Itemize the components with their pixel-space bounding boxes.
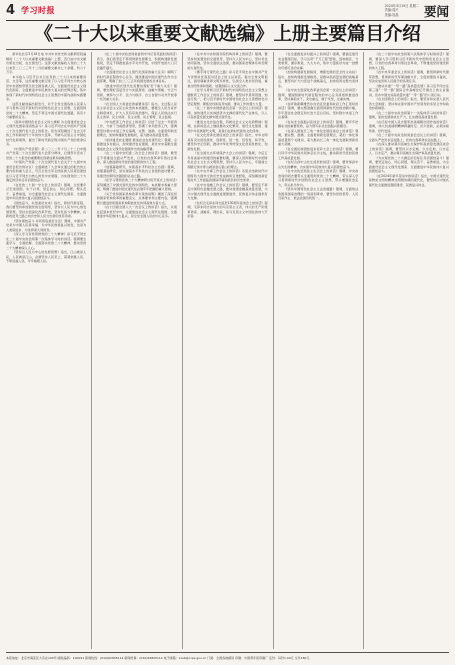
article-paragraph: 《在庆祝中国人民志愿军抗美援朝出国作战的讲话》强调，伟大抗美援朝精神跨越时空、历久弥新，必须永续传承、世代发扬。 <box>368 119 449 133</box>
article-paragraph: 《在深入推进长三角一体化发展座谈会上的讲话》强调，要完整、准确、全面贯彻新发展理念，紧扣一体化和高质量两个关键词，着力推动长三角一体化发展取得新的重大突破。 <box>278 128 359 146</box>
article-paragraph: 《在中央全面深化改革委员会第一次会议上的讲话》强调，要围绕新时代新征程党的中心任务谋划和推进改革，坚持真抓实干，突出重点，敢于攻坚，注重实效。 <box>278 88 359 101</box>
article-paragraph: 《高举中国特色社会主义伟大旗帜 为全面建设社会主义现代化国家而团结奋斗》是习近平同志在中国共产党第二十次全国代表大会上的报告。报告深刻阐述了过去五年的工作和新时代十年的伟大变革，开辟马克思主义中国化时代化新境界，提出了新时代新征程中国共产党的使命任务。 <box>6 119 87 146</box>
article-paragraph: 《推动共建“一带一路”高质量发展》是习近平同志在第三届“一带一路”国际合作高峰论坛开幕式上的主旨演讲，宣布中国支持高质量共建“一带一路”的八项行动。 <box>368 83 449 97</box>
article-paragraph: 《在中共中央和国务院机构改革上的讲话》强调，要坚持和加强党的全面领导，坚持以人民为中心，坚持优化协同高效，坚持全面依法治国，推动国家治理体系和治理能力现代化。 <box>187 52 268 70</box>
article-paragraph: 这部文献选编出版发行，对于全党全国各族人民深入学习贯彻习近平新时代中国特色社会主义思想，全面贯彻党的二十大精神，坚定不移走中国式现代化道路，具有十分重要的意义。 <box>6 101 87 119</box>
article-paragraph: 《坚持中国特色社会主义法治道路》强调，全面依法治国是国家治理的一场深刻革命，要坚持党的领导、人民当家作主、依法治国有机统一。 <box>278 187 359 200</box>
article-paragraph: 《中国共产党第二十次全国代表大会关于十九届中央委员会报告的决议》全面阐述了大会审议通过的报告的主要内容和重大意义，号召全党全军全国各族人民紧密团结在以习近平同志为核心的党中央周围，为实现党的二十大确定的目标任务而团结奋斗。 <box>6 160 87 182</box>
article-paragraph: 《在二十届中央政治局常委同中外记者见面时的讲话》表示，我们将坚定不移贯彻新发展理念，积极构建新发展格局，坚定不移推进高水平对外开放，中国开放的大门只会越开越大。 <box>96 52 177 70</box>
article-paragraph: 《坚持团结奋斗 共同创造美好生活》强调，中国共产党是为中国人民谋幸福、为中华民族谋复兴的党，也是为人类谋进步、为世界谋大同的党。 <box>6 218 87 232</box>
footer-rule <box>6 652 449 653</box>
header-rule <box>6 20 449 21</box>
article-paragraph: 《为实现党的二十大确定的目标任务而团结奋斗》强调，要坚定信心、同心同德，埋头苦干、奋勇前进，为全面建设社会主义现代化国家、全面推进中华民族伟大复兴而团结奋斗。 <box>368 155 449 173</box>
article-paragraph: 《在全国两会上的讲话》指出，要坚持和完善人民代表大会制度，坚持和完善中国共产党领导的多党合作和政治协商制度。 <box>368 97 449 110</box>
headline-rule <box>6 49 449 50</box>
article-paragraph: 《在全国民族团结进步表彰大会上的讲话》强调，要以铸牢中华民族共同体意识为主线，推动新时代党的民族工作高质量发展。 <box>278 146 359 160</box>
article-paragraph: 《在二十届中央政治局第十一次集体学习时的讲话》强调，加快发展新质生产力，扎实推进高质量发展。 <box>368 110 449 119</box>
article-paragraph: 《加强基础研究，实现高水平科技自立自强》强调，加强基础研究，是实现高水平科技自立自强的迫切要求，是建设世界科技强国的必由之路。 <box>96 164 177 178</box>
article-paragraph: 《关于党和国家机构改革方案的说明》阐述了深化党和国家机构改革的重要意义、总体要求和主要内容，强调要以推进党和国家机构职能优化协同高效为着力点。 <box>96 191 177 205</box>
article-paragraph: 《在党的二十届一中全会上的讲话》强调，全党要牢记空谈误国、实干兴邦，坚定信心、同心同德，埋头苦干、奋勇前进，为全面建设社会主义现代化国家、全面推进中华民族伟大复兴而团结奋斗。 <box>6 182 87 200</box>
article-paragraph: 《在纪念毛泽东同志诞辰130周年座谈会上的讲话》强调，毛泽东同志是伟大的马克思主义者，伟大的无产阶级革命家、战略家、理论家，是马克思主义中国化的伟大开拓者。 <box>187 200 268 218</box>
article-paragraph: 《在2024年新年贺词中的讲话》指出，中国式现代化是物质文明和精神文明相协调的现代化，要坚持以中国式现代化全面推进强国建设、民族复兴伟业。 <box>368 173 449 187</box>
article-paragraph: 新华社北京3月18日电 中共中央党史和文献研究院编辑的《二十大以来重要文献选编》上册，近日由中央文献出版社出版，在全国发行。这部文献选编收入党的二十大以来至二〇二三年十二月的重要文献共七十余篇，约六十万字。 <box>6 52 87 74</box>
article-column-2 <box>97 52 177 649</box>
header-meta <box>385 4 419 17</box>
page-header <box>6 2 449 19</box>
article-paragraph: 《在深入推动黄河流域生态保护和高质量发展座谈会上的讲话》强调，要坚持以水定城、以水定地、以水定人、以水定产，推动黄河流域生态保护和高质量发展。 <box>368 142 449 155</box>
header-date: 2024年3月19日 星期二 <box>384 3 419 8</box>
article-body <box>6 52 449 649</box>
article-paragraph: 《深入学习宣传贯彻党的二十大精神》是习近平同志在二十届中央政治局第一次集体学习时的讲话。强调要全面学习、全面把握、全面落实党的二十大精神，推动党的二十大精神深入人心。 <box>6 232 87 250</box>
article-paragraph: 《团结奋斗，共创美好未来》指出，新时代新征程，我们要坚持和加强党的全面领导，坚持以人民为中心的发展思想，坚持全面深化改革开放，坚持发扬斗争精神，在新的赶考之路上向历史和人民交出新的优异答卷。 <box>6 200 87 218</box>
article-paragraph: 《在文化传承发展座谈会上的讲话》指出，中华文明具有突出的连续性、创新性、统一性、包容性、和平性，要坚持守正创新，推动中华优秀传统文化创造性转化、创新性发展。 <box>187 133 268 151</box>
article-paragraph: 《在中央金融工作会议上的讲话》强调，要坚定不移走中国特色金融发展之路，推动我国金融高质量发展，为以中国式现代化全面推进强国建设、民族复兴伟业提供有力支撑。 <box>187 182 268 200</box>
article-column-3 <box>187 52 267 649</box>
page-footer: 本报地址：北京市海淀区大有庄100号 邮政编码：100091 新闻热线：(010)62805114 新闻传真：(010)62805114 电子邮箱：xxsb@ccps.gov.cn 订阅：全国各地邮局 印刷：中国青年报印刷厂 定价：每份1.00元 全年180元 <box>6 656 310 660</box>
article-column-5 <box>369 52 449 649</box>
section-title: 要闻 <box>423 3 449 19</box>
article-paragraph: 《在全面推进乡村振兴上的讲话》强调，要锚定建设农业强国目标，学习运用“千万工程”经验，因地制宜、分类施策，循序渐进、久久为功，集中力量抓好办成一批群众可感可及的实事。 <box>278 52 359 70</box>
article-paragraph: 《在纪念孙中山先生诞辰的讲话》强调，要传承孙中山先生的精神，为实现中华民族伟大复兴而团结奋斗。 <box>278 160 359 169</box>
article-paragraph: 《在二十届中央政治局常委会会议上的讲话》强调，全面从严治党永远在路上，党的自我革命永远在路上。 <box>368 133 449 142</box>
article-paragraph: 《在二十届中央财经委员会第一次会议上的讲话》强调，加快建设以实体经济为支撑的现代化产业体系，以人口高质量发展支撑中国式现代化。 <box>187 106 268 119</box>
article-paragraph: 《全面建设社会主义现代化国家的重大任务》阐明了新时代新征程的中心任务，围绕推进中国式现代化作出全面部署，明确了到二〇三五年我国发展的总体目标。 <box>96 70 177 83</box>
article-paragraph: 《推进中国式现代化需要处理好若干重大关系》强调，要处理好顶层设计与实践探索、战略与策略、守正与创新、效率与公平、活力与秩序、自立自强与对外开放等一系列重大关系。 <box>96 83 177 101</box>
article-paragraph: 《携手同行现代化之路》是习近平同志在中国共产党与世界政党高层对话会上的主旨讲话。提出全球文明倡议，倡导尊重世界文明多样性，弘扬全人类共同价值，重视文明传承和创新，加强国际人文交流合作。 <box>187 70 268 88</box>
article-paragraph: 《坚持以人民为中心的发展思想》指出，江山就是人民，人民就是江山，必须坚持人民至上，紧紧依靠人民，不断造福人民，牢牢植根人民。 <box>6 250 87 263</box>
article-paragraph: 《中央经济工作会议上的讲话》总结了过去一年经济工作，分析了当前经济形势，部署了来年经济工作，强调要坚持稳中求进工作总基调，完整、准确、全面贯彻新发展理念，加快构建新发展格局，着力推动高质量发展。 <box>96 119 177 137</box>
header-editor: 责编:周兴 <box>384 8 399 13</box>
article-paragraph: 《在中央政治局民主生活会上的讲话》强调，中央政治局的同志要带头全面贯彻党的二十大精神，带头深入学习贯彻新时代中国特色社会主义思想，带头增强政治定力，带头担当作为。 <box>278 169 359 187</box>
article-paragraph: 本书收入习近平总书记在党的二十大以来的重要讲话、文章等，这些重要文献记录了以习近平同志为核心的党中央团结带领全党全国各族人民，全面建设社会主义现代化国家、全面推进中华民族伟大复兴的光辉历程，集中体现了新时代中国特色社会主义思想的丰富内涵和实践要求。 <box>6 74 87 101</box>
article-paragraph: 《在学习贯彻习近平新时代中国特色社会主义思想主题教育工作会议上的讲话》强调，要坚持学思用贯通、知信行统一，把习近平新时代中国特色社会主义思想转化为坚定理想、锤炼党性和指导实践、推动工作的强大力量。 <box>187 88 268 106</box>
article-paragraph: 《加快构建新发展格局，增强发展的安全性主动权》指出，加快构建新发展格局，是推动高质量发展的战略基点，要坚持扩大内需这个战略基点，加快培育完整内需体系。 <box>278 70 359 88</box>
article-paragraph: 《在十四届全国人大一次会议上的讲话》指出，从现在起到本世纪中叶，全面建成社会主义现代化强国、全面推进中华民族伟大复兴，是全党全国人民的中心任务。 <box>96 205 177 218</box>
article-paragraph: 《在全国生态环境保护大会上的讲话》强调，今后五年是美丽中国建设的重要时期，要深入贯彻新时代中国特色社会主义生态文明思想，坚持以人民为中心，牢固树立和践行绿水青山就是金山银山的理念。 <box>187 151 268 169</box>
article-paragraph: 《在东北全面振兴座谈会上的讲话》强调，要牢牢把握东北的重要使命，奋力谱写东北全面振兴新篇章。 <box>278 119 359 128</box>
header-designer: 美编:庞晶 <box>384 12 399 17</box>
page-number: 4 <box>6 3 16 18</box>
article-paragraph: 《在全国人大常委会的重要讲话》指出，全过程人民民主是社会主义民主政治的本质属性，要健全人民当家作主制度体系，扩大人民有序政治参与，保证人民依法实行民主选举、民主协商、民主决策、民主管理、民主监督。 <box>96 101 177 119</box>
article-paragraph: 《推进文化自信自强，铸就社会主义文化新辉煌》强调，在新的起点上继续推动文化繁荣、建设文化强国、建设中华民族现代文明，是我们在新时代新的文化使命。 <box>187 119 268 133</box>
article-paragraph: 《在学习贯彻党的二十大精神研讨班开班式上的讲话》深刻阐述了中国式现代化的中国特色、本质要求和重大原则，明确了推进中国式现代化必须牢牢把握的重大原则。 <box>96 178 177 191</box>
article-paragraph: 《在中央军委会议上的讲话》强调，要贯彻新时代强军思想，贯彻新时代军事战略方针，全面加强练兵备战，坚决完成党和人民赋予的各项任务。 <box>368 70 449 83</box>
headline: 《二十大以来重要文献选编》上册主要篇目介绍 <box>34 24 421 45</box>
article-paragraph: 《加快建设农业强国 推进农业农村现代化》强调，全面推进乡村振兴，加快建设农业强国，是党中央着眼全面建成社会主义现代化强国作出的战略部署。 <box>96 137 177 151</box>
article-paragraph: 《在二十届中央纪委二次全会上的讲话》强调，要坚定不移推进全面从严治党，以党的自我革命引领社会革命，深入推进新时代党的建设新的伟大工程。 <box>96 151 177 164</box>
article-paragraph: 《在二十届中央政治局第六次集体学习时的讲话》强调，要深入学习贯彻习近平新时代中国特色社会主义思想，以党的自我革命引领社会革命，不断推进党的建设新的伟大工程。 <box>368 52 449 70</box>
article-paragraph: 《在中央外事工作会议上的讲话》系统总结新时代中国特色大国外交的历史性成就和宝贵经验，深刻阐述新征程对外工作面临的国际环境和肩负的历史使命。 <box>187 169 268 182</box>
article-column-1 <box>6 52 86 649</box>
article-paragraph: 《在听取新疆维吾尔自治区党委和政府工作汇报时的讲话》强调，要完整准确全面贯彻新时代党的治疆方略，牢牢扭住社会稳定和长治久安总目标，坚持稳中求进工作总基调。 <box>278 101 359 119</box>
article-paragraph: 《中国共产党章程》是二〇二二年十月二十二日中国共产党第二十次全国代表大会部分修改，总纲部分充实了党的二十大报告的重要理论创新成果和战略思想。 <box>6 146 87 160</box>
newspaper-logo: 学习时报 <box>21 5 55 15</box>
article-column-4 <box>278 52 358 649</box>
